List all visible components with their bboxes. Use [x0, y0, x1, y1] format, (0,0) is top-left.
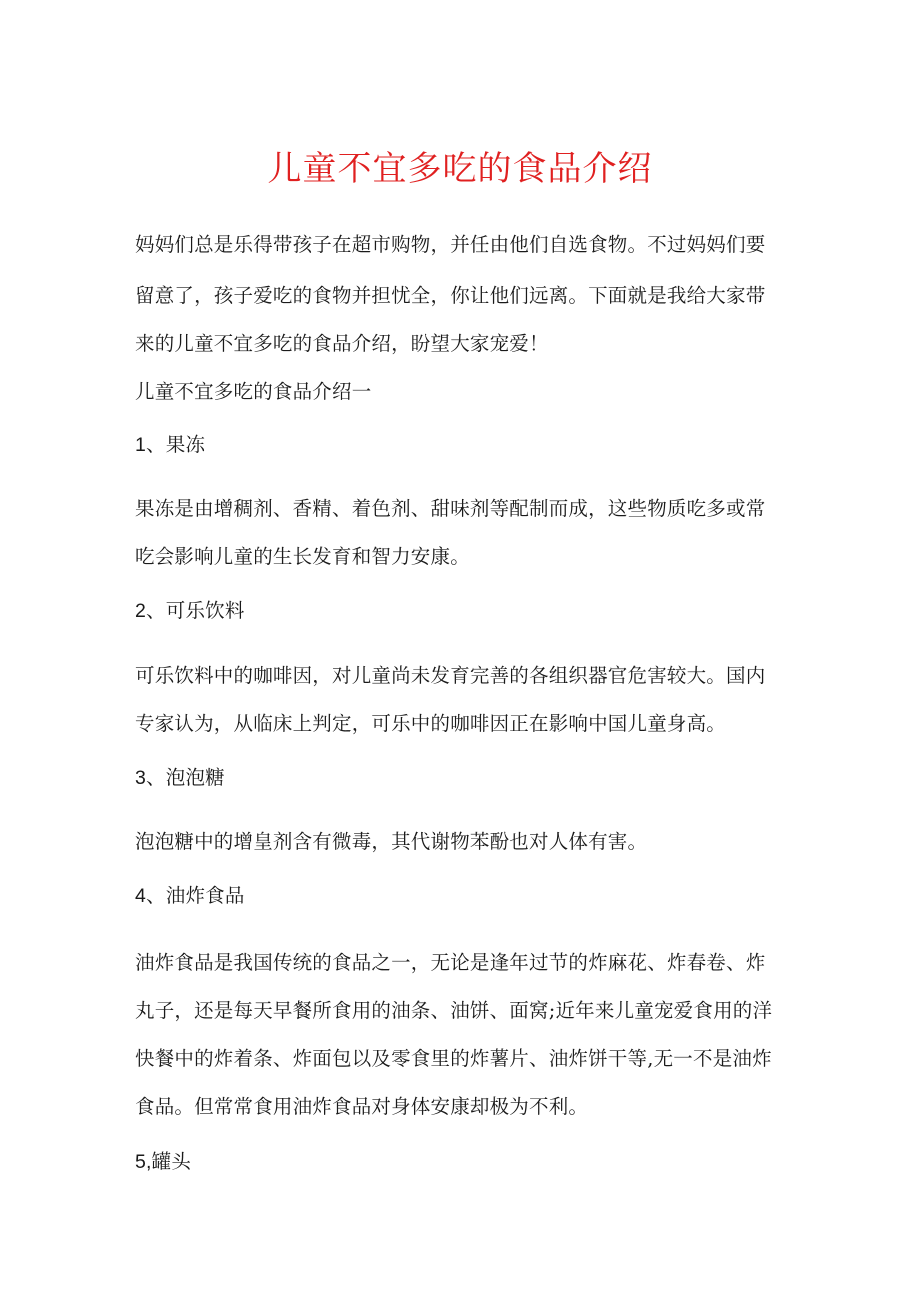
- item-heading-5: [135, 1149, 191, 1175]
- item-heading-3: [135, 765, 225, 791]
- document-title: 儿童不宜多吃的食品介绍: [267, 149, 653, 189]
- item-name: 可乐饮料: [165, 599, 245, 622]
- item-4-line-1: 油炸食品是我国传统的食品之一，无论是逢年过节的炸麻花、炸春卷、炸: [135, 951, 766, 974]
- item-separator: 、: [146, 599, 166, 622]
- item-name: 果冻: [165, 433, 206, 456]
- item-name: 油炸食品: [165, 884, 245, 907]
- item-4-line-3: 快餐中的炸着条、炸面包以及零食里的炸薯片、油炸饼干等,无一不是油炸: [135, 1047, 772, 1070]
- item-separator: ,: [146, 1151, 152, 1173]
- item-heading-2: [135, 598, 245, 624]
- item-number: 3: [135, 767, 147, 789]
- item-4-line-2: 丸子，还是每天早餐所食用的油条、油饼、面窝;近年来儿童宠爱食用的洋: [135, 999, 773, 1022]
- item-heading-1: [135, 432, 205, 458]
- intro-line-1: 妈妈们总是乐得带孩子在超市购物，并任由他们自选食物。不过妈妈们要: [135, 233, 766, 256]
- intro-line-3: 来的儿童不宜多吃的食品介绍，盼望大家宠爱！: [135, 332, 549, 355]
- item-1-line-1: 果冻是由增稠剂、香精、着色剂、甜味剂等配制而成，这些物质吃多或常: [135, 497, 766, 520]
- item-4-line-4: 食品。但常常食用油炸食品对身体安康却极为不利。: [135, 1095, 589, 1118]
- item-name: 罐头: [151, 1150, 192, 1173]
- item-number: 4: [135, 885, 147, 907]
- section-heading: 儿童不宜多吃的食品介绍一: [135, 380, 372, 403]
- item-2-line-2: 专家认为，从临床上判定，可乐中的咖啡因正在影响中国儿童身高。: [135, 712, 727, 735]
- item-heading-4: [135, 883, 245, 909]
- item-separator: 、: [146, 766, 166, 789]
- item-2-line-1: 可乐饮料中的咖啡因，对儿童尚未发育完善的各组织器官危害较大。国内: [135, 664, 766, 687]
- item-separator: 、: [146, 433, 166, 456]
- item-number: 2: [135, 600, 147, 622]
- item-1-line-2: 吃会影响儿童的生长发育和智力安康。: [135, 545, 470, 568]
- intro-line-2: 留意了，孩子爱吃的食物并担忧全，你让他们远离。下面就是我给大家带: [135, 284, 766, 307]
- item-3-line-1: 泡泡糖中的增皇剂含有微毒，其代谢物苯酚也对人体有害。: [135, 830, 648, 853]
- item-separator: 、: [146, 884, 166, 907]
- item-name: 泡泡糖: [165, 766, 225, 789]
- item-number: 1: [135, 434, 147, 456]
- item-number: 5: [135, 1151, 147, 1173]
